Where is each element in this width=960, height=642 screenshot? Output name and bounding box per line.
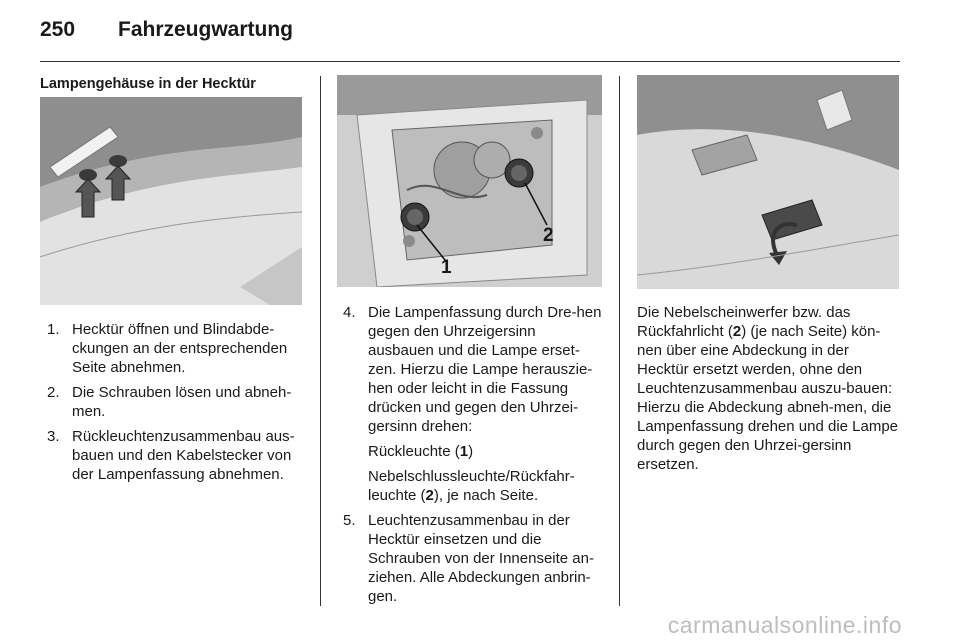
callout-2: 2 — [543, 225, 554, 246]
step-text: Die Lampenfassung durch Dre-hen gegen den Uhrzeigersinn ausbauen und die Lampe erset-zen. Hierzu die Lampe herauszie-hen oder leicht in die Fassung drücken und gegen den Uhrzei-gersinn drehen: — [368, 304, 602, 435]
callout-ref-2-right: 2 — [732, 323, 742, 340]
tailgate-blind-cover-photo — [40, 97, 302, 305]
steps-left-list — [47, 320, 307, 490]
paragraph-text-end: ) (je nach Seite) kön-nen über eine Abdeckung in der Hecktür ersetzt werden, ohne den Leuchtenzusammenbau auszu-bauen: Hierzu die Abdeckung abneh-men, die Lampenfassung drehen und die Lampe durch gegen den Uhrzei-gersinn ersetzen. — [637, 323, 899, 473]
column-divider-left — [320, 76, 321, 606]
fog-reverse-light-line — [368, 467, 605, 505]
lamp-housing-photo — [337, 75, 602, 287]
watermark: carmanualsonline.info — [667, 612, 902, 638]
callout-1: 1 — [441, 257, 452, 278]
fog-reverse-light-close: ), je nach Seite. — [433, 487, 539, 504]
rear-light-close: ) — [468, 443, 474, 460]
callout-ref-1: 1 — [459, 443, 469, 460]
steps-middle-list — [343, 303, 605, 612]
step-number: 1. — [47, 321, 60, 338]
list-item — [47, 427, 307, 484]
tailgate-cover-photo — [637, 75, 899, 289]
list-item — [343, 511, 605, 606]
section-heading: Lampengehäuse in der Hecktür — [40, 76, 256, 92]
fog-light-paragraph — [637, 303, 901, 474]
step-text: Leuchtenzusammenbau in der Hecktür einsetzen und die Schrauben von der Innenseite an-ziehen. Alle Abdeckungen anbrin-gen. — [368, 512, 594, 605]
fog-reverse-light-label: Nebelschlussleuchte/Rückfahr-leuchte ( — [368, 468, 575, 504]
step-number: 2. — [47, 384, 60, 401]
list-item — [343, 303, 605, 505]
rear-light-label: Rückleuchte ( — [368, 443, 460, 460]
page-title: Fahrzeugwartung — [118, 18, 294, 41]
page-number: 250 — [40, 18, 76, 41]
column-divider-right — [619, 76, 620, 606]
rear-light-line — [368, 442, 605, 461]
step-text: Hecktür öffnen und Blindabde-ckungen an der entsprechenden Seite abnehmen. — [72, 321, 288, 376]
list-item — [47, 383, 307, 421]
header-divider — [40, 61, 900, 62]
paragraph-text-start: Die Nebelscheinwerfer bzw. das Rückfahrlicht ( — [637, 304, 851, 340]
step-text: Die Schrauben lösen und abneh-men. — [72, 384, 292, 420]
step-number: 5. — [343, 512, 356, 529]
callout-ref-2: 2 — [425, 487, 434, 504]
step-number: 4. — [343, 304, 356, 321]
list-item — [47, 320, 307, 377]
step-text: Rückleuchtenzusammenbau aus-bauen und den Kabelstecker von der Lampenfassung abnehmen. — [72, 428, 295, 483]
step-number: 3. — [47, 428, 60, 445]
